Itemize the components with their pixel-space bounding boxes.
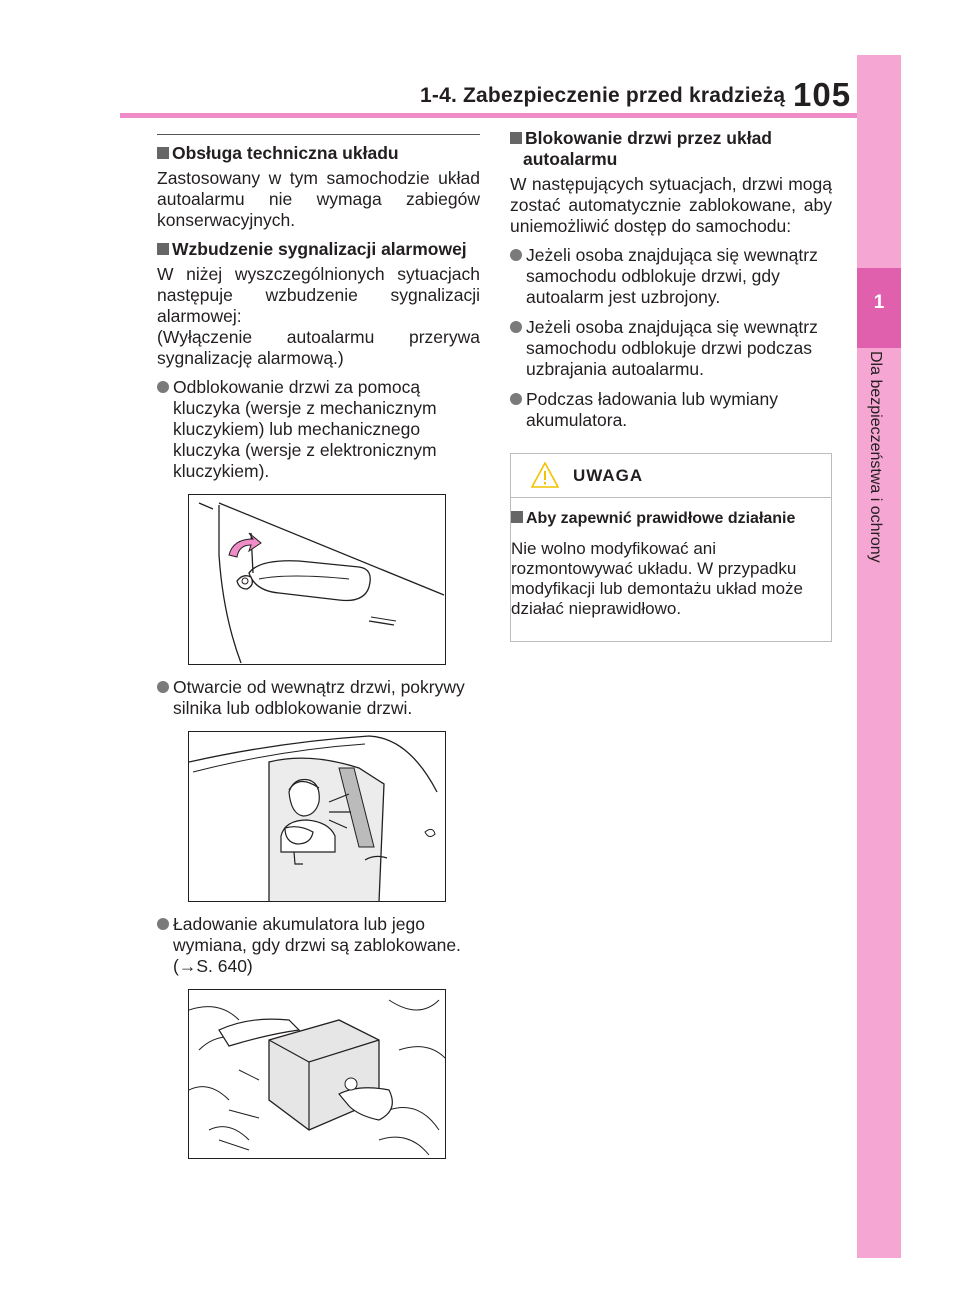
warning-heading xyxy=(511,508,819,529)
section-heading-door-lock xyxy=(510,128,832,170)
warning-title: UWAGA xyxy=(573,466,644,485)
list-item xyxy=(157,677,480,719)
round-bullet-icon xyxy=(157,381,169,393)
illustration-battery xyxy=(188,989,446,1159)
round-bullet-icon xyxy=(510,321,522,333)
header-rule xyxy=(120,113,857,118)
section-heading-text: Blokowanie drzwi przez układ autoalarmu xyxy=(523,128,772,169)
list-item-text: Jeżeli osoba znajdująca się wewnątrz samochodu odblokuje drzwi, gdy autoalarm jest uzbrojony. xyxy=(526,245,818,307)
section-rule xyxy=(157,134,480,135)
side-tab xyxy=(857,55,901,1258)
round-bullet-icon xyxy=(510,393,522,405)
warning-body xyxy=(511,498,831,619)
section-heading-text: Wzbudzenie sygnalizacji alarmowej xyxy=(172,239,467,259)
chapter-label: Dla bezpieczeństwa i ochrony xyxy=(867,351,884,563)
alarm-intro-text: W niżej wyszczególnionych sytuacjach następuje wzbudzenie sygnalizacji alarmowej: (Wyłączenie autoalarmu przerywa sygnalizację alarmową.) xyxy=(157,264,480,368)
chapter-header-title: 1-4. Zabezpieczenie przed kradzieżą xyxy=(420,84,786,107)
warning-box xyxy=(510,453,832,642)
list-item-text: Odblokowanie drzwi za pomocą kluczyka (wersje z mechanicznym kluczykiem) lub mechanicznego kluczyka (wersje z elektronicznym kluczykiem). xyxy=(173,377,437,481)
list-item xyxy=(157,377,480,482)
list-item xyxy=(510,317,832,380)
warning-triangle-icon xyxy=(531,462,559,493)
section-heading-maintenance xyxy=(157,143,480,164)
square-bullet-icon xyxy=(510,132,522,144)
warning-text: Nie wolno modyfikować ani rozmontowywać układu. W przypadku modyfikacji lub demontażu układ może działać nieprawidłowo. xyxy=(511,539,803,618)
list-item-text: Jeżeli osoba znajdująca się wewnątrz samochodu odblokuje drzwi podczas uzbrajania autoalarmu. xyxy=(526,317,818,379)
round-bullet-icon xyxy=(510,249,522,261)
round-bullet-icon xyxy=(157,918,169,930)
left-column xyxy=(157,134,480,1171)
list-item-text: Ładowanie akumulatora lub jego wymiana, gdy drzwi są zablokowane. (→S. 640) xyxy=(173,914,461,976)
list-item xyxy=(510,389,832,431)
maintenance-text: Zastosowany w tym samochodzie układ autoalarmu nie wymaga zabiegów konserwacyjnych. xyxy=(157,168,480,230)
section-heading-alarm xyxy=(157,239,480,260)
list-item-text: Otwarcie od wewnątrz drzwi, pokrywy silnika lub odblokowanie drzwi. xyxy=(173,677,465,718)
list-item xyxy=(157,914,480,977)
door-lock-intro-text: W następujących sytuacjach, drzwi mogą zostać automatycznie zablokowane, aby uniemożliwić dostęp do samochodu: xyxy=(510,174,832,236)
square-bullet-icon xyxy=(157,243,169,255)
illustration-door-key xyxy=(188,494,446,665)
illustration-door-open xyxy=(188,731,446,902)
list-item xyxy=(510,245,832,308)
section-heading-text: Obsługa techniczna układu xyxy=(172,143,399,163)
warning-heading-text: Aby zapewnić prawidłowe działanie xyxy=(526,510,796,527)
square-bullet-icon xyxy=(511,511,523,523)
chapter-number: 1 xyxy=(873,292,885,313)
warning-header xyxy=(511,454,831,498)
square-bullet-icon xyxy=(157,147,169,159)
list-item-text: Podczas ładowania lub wymiany akumulatora. xyxy=(526,389,778,430)
right-column xyxy=(510,128,832,642)
round-bullet-icon xyxy=(157,681,169,693)
page-number: 105 xyxy=(793,76,852,113)
